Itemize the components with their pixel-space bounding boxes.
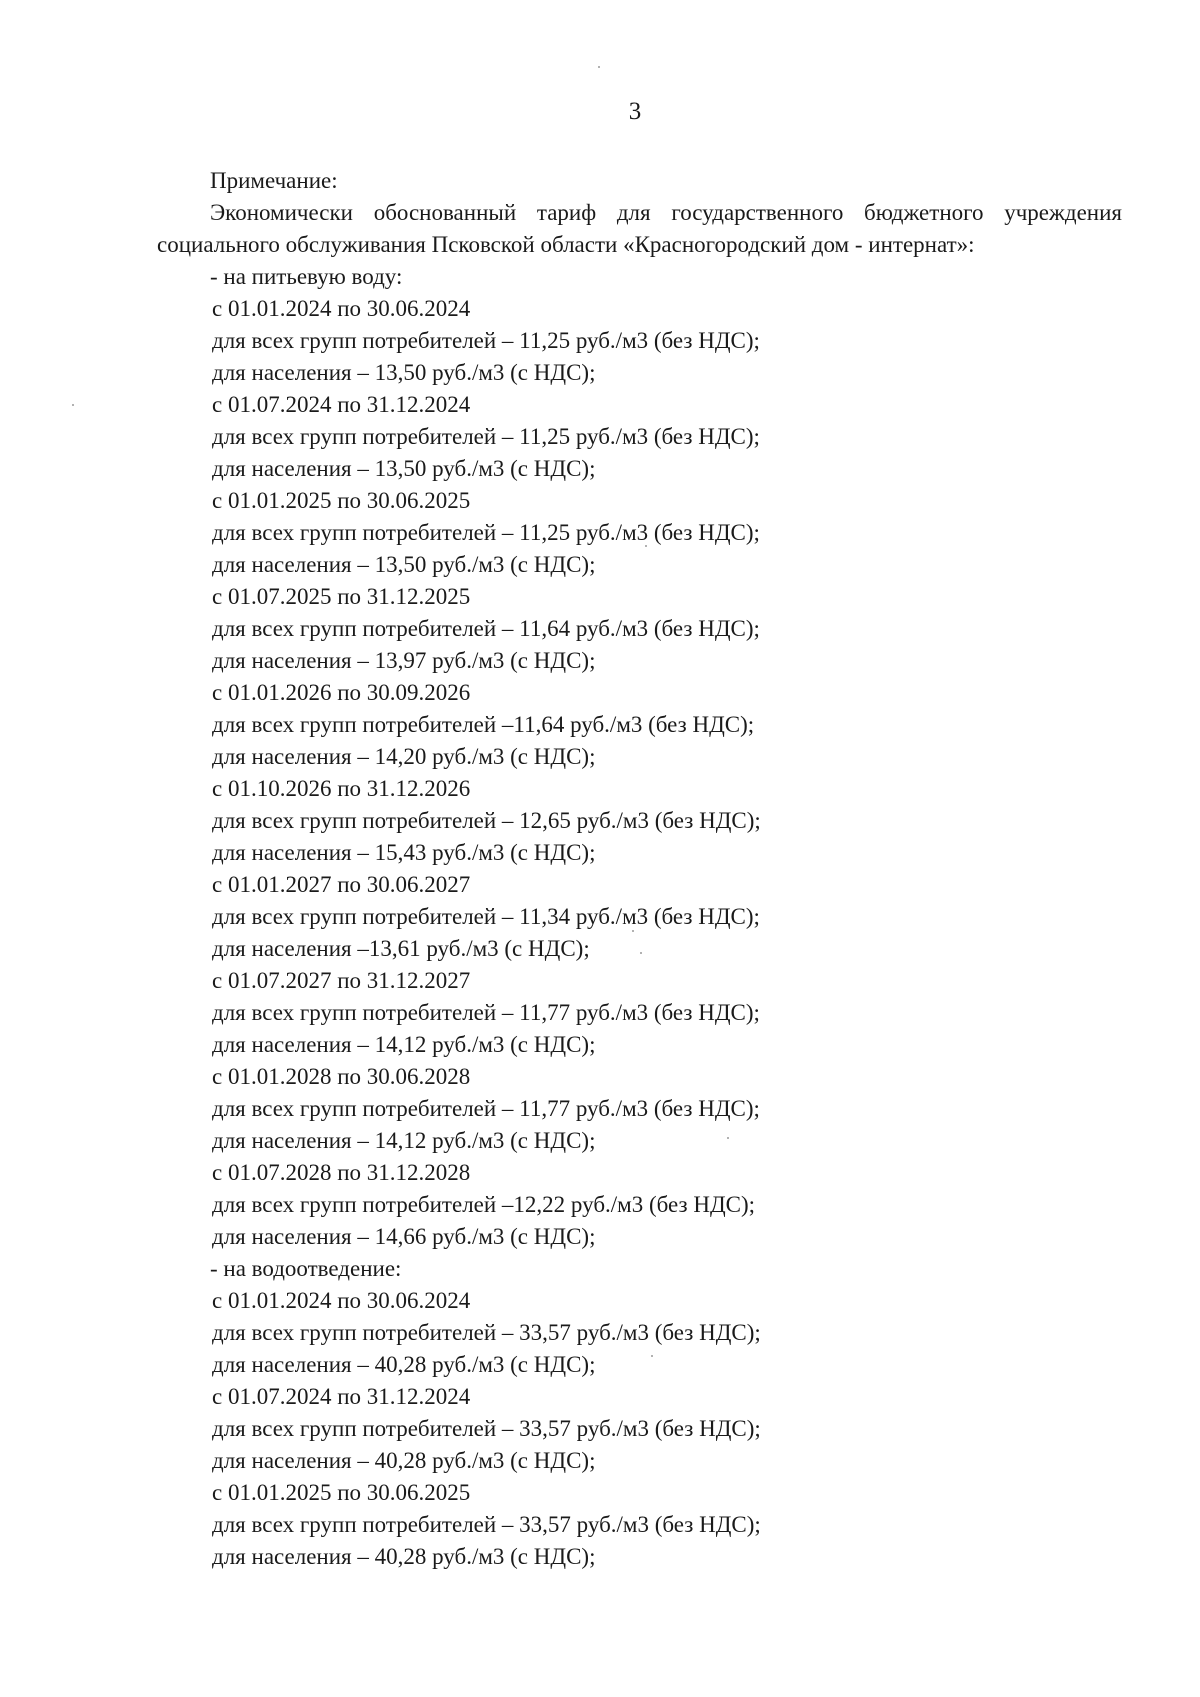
scan-speck xyxy=(640,952,642,954)
wastewater-rate-all-consumers: для всех групп потребителей – 33,57 руб./м3 (без НДС); xyxy=(212,1416,761,1441)
drinking-water-period: с 01.07.2025 по 31.12.2025 xyxy=(212,584,471,609)
drinking-water-heading: - на питьевую воду: xyxy=(210,264,403,289)
drinking-water-period: с 01.10.2026 по 31.12.2026 xyxy=(212,776,471,801)
scan-speck xyxy=(727,1137,729,1139)
drinking-water-rate-population: для населения – 13,50 руб./м3 (с НДС); xyxy=(212,456,596,481)
drinking-water-period: с 01.07.2028 по 31.12.2028 xyxy=(212,1160,471,1185)
document-body xyxy=(157,165,1122,1573)
scan-speck xyxy=(632,930,634,932)
wastewater-tariff-list xyxy=(157,1285,1122,1573)
wastewater-period: с 01.01.2024 по 30.06.2024 xyxy=(212,1288,471,1313)
wastewater-rate-all-consumers: для всех групп потребителей – 33,57 руб./м3 (без НДС); xyxy=(212,1320,761,1345)
note-intro-paragraph: Экономически обоснованный тариф для государственного бюджетного учреждения социального обслуживания Псковской области «Красногородский дом - интернат»: xyxy=(157,200,1122,257)
drinking-water-rate-all-consumers: для всех групп потребителей – 11,25 руб./м3 (без НДС); xyxy=(212,328,760,353)
drinking-water-rate-all-consumers: для всех групп потребителей – 12,65 руб./м3 (без НДС); xyxy=(212,808,761,833)
drinking-water-period: с 01.01.2026 по 30.09.2026 xyxy=(212,680,471,705)
drinking-water-rate-population: для населения – 14,12 руб./м3 (с НДС); xyxy=(212,1032,596,1057)
page-number: 3 xyxy=(628,98,642,125)
drinking-water-rate-population: для населения – 13,50 руб./м3 (с НДС); xyxy=(212,360,596,385)
wastewater-rate-population: для населения – 40,28 руб./м3 (с НДС); xyxy=(212,1544,596,1569)
drinking-water-rate-population: для населения –13,61 руб./м3 (с НДС); xyxy=(212,936,590,961)
wastewater-period: с 01.01.2025 по 30.06.2025 xyxy=(212,1480,471,1505)
drinking-water-rate-all-consumers: для всех групп потребителей – 11,64 руб./м3 (без НДС); xyxy=(212,616,760,641)
drinking-water-rate-all-consumers: для всех групп потребителей –11,64 руб./м3 (без НДС); xyxy=(212,712,755,737)
scan-speck xyxy=(598,66,600,68)
drinking-water-period: с 01.01.2027 по 30.06.2027 xyxy=(212,872,471,897)
drinking-water-tariff-list xyxy=(157,293,1122,1253)
wastewater-rate-population: для населения – 40,28 руб./м3 (с НДС); xyxy=(212,1448,596,1473)
drinking-water-rate-all-consumers: для всех групп потребителей – 11,25 руб./м3 (без НДС); xyxy=(212,424,760,449)
drinking-water-period: с 01.07.2027 по 31.12.2027 xyxy=(212,968,471,993)
note-label: Примечание: xyxy=(210,168,338,193)
scan-speck xyxy=(645,545,647,547)
drinking-water-rate-all-consumers: для всех групп потребителей – 11,77 руб./м3 (без НДС); xyxy=(212,1000,760,1025)
drinking-water-period: с 01.01.2025 по 30.06.2025 xyxy=(212,488,471,513)
drinking-water-rate-population: для населения – 13,50 руб./м3 (с НДС); xyxy=(212,552,596,577)
drinking-water-period: с 01.01.2024 по 30.06.2024 xyxy=(212,296,471,321)
drinking-water-rate-population: для населения – 14,12 руб./м3 (с НДС); xyxy=(212,1128,596,1153)
wastewater-rate-population: для населения – 40,28 руб./м3 (с НДС); xyxy=(212,1352,596,1377)
drinking-water-period: с 01.07.2024 по 31.12.2024 xyxy=(212,392,471,417)
wastewater-rate-all-consumers: для всех групп потребителей – 33,57 руб./м3 (без НДС); xyxy=(212,1512,761,1537)
drinking-water-rate-all-consumers: для всех групп потребителей – 11,25 руб./м3 (без НДС); xyxy=(212,520,760,545)
drinking-water-rate-population: для населения – 14,66 руб./м3 (с НДС); xyxy=(212,1224,596,1249)
drinking-water-rate-all-consumers: для всех групп потребителей –12,22 руб./м3 (без НДС); xyxy=(212,1192,756,1217)
drinking-water-rate-population: для населения – 13,97 руб./м3 (с НДС); xyxy=(212,648,596,673)
drinking-water-period: с 01.01.2028 по 30.06.2028 xyxy=(212,1064,471,1089)
scan-speck xyxy=(72,404,74,406)
wastewater-period: с 01.07.2024 по 31.12.2024 xyxy=(212,1384,471,1409)
scan-speck xyxy=(651,1355,653,1357)
drinking-water-rate-population: для населения – 14,20 руб./м3 (с НДС); xyxy=(212,744,596,769)
wastewater-heading: - на водоотведение: xyxy=(210,1256,402,1281)
drinking-water-rate-all-consumers: для всех групп потребителей – 11,77 руб./м3 (без НДС); xyxy=(212,1096,760,1121)
drinking-water-rate-population: для населения – 15,43 руб./м3 (с НДС); xyxy=(212,840,596,865)
drinking-water-rate-all-consumers: для всех групп потребителей – 11,34 руб./м3 (без НДС); xyxy=(212,904,760,929)
